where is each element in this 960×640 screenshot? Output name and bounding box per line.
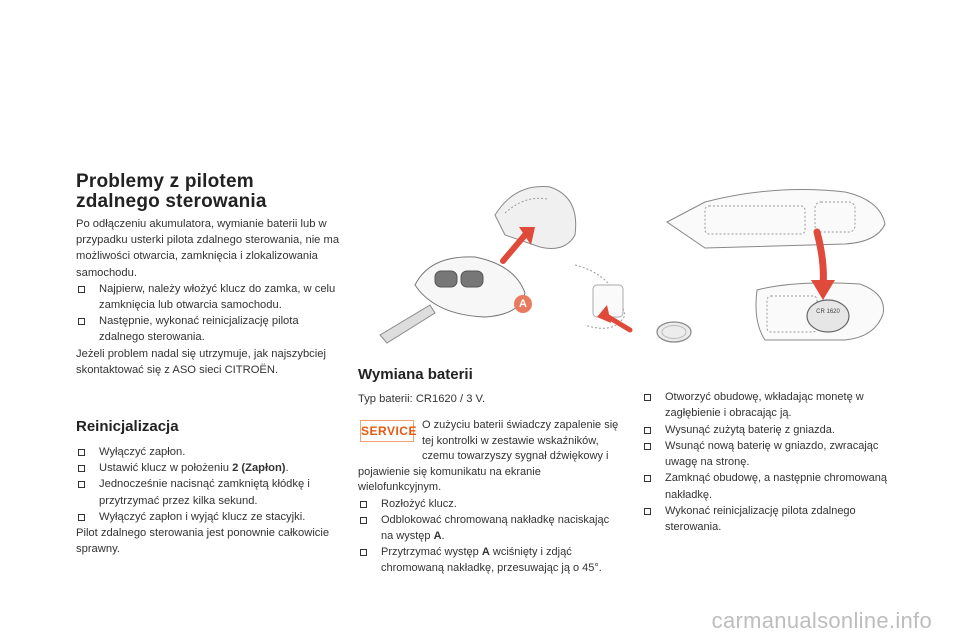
intro-step: Najpierw, należy włożyć klucz do zamka, w celu zamknięcia lub otwarcia samochodu. [76, 281, 346, 313]
reinit-step: Jednocześnie nacisnąć zamkniętą kłódkę i przytrzymać przez kilka sekund. [76, 476, 346, 508]
battery-step: Rozłożyć klucz. [358, 496, 620, 512]
battery-step: Wysunąć zużytą baterię z gniazda. [642, 422, 892, 438]
watermark: carmanualsonline.info [711, 608, 932, 633]
reinit-step: Wyłączyć zapłon i wyjąć klucz ze stacyjki. [76, 509, 346, 525]
battery-steps-left [358, 496, 620, 576]
service-note: O zużyciu baterii świadczy zapalenie się tej kontrolki w zestawie wskaźników, czemu towarzyszy sygnał dźwiękowy i pojawienie się komunikatu na ekranie wielofunkcyjnym. [358, 419, 619, 493]
intro-after: Jeżeli problem nadal się utrzymuje, jak najszybciej skontaktować się z ASO sieci CITROËN. [76, 347, 326, 376]
reinit-section [76, 418, 346, 557]
intro-section [76, 216, 346, 378]
battery-step: Przytrzymać występ A wciśnięty i zdjąć chromowaną nakładkę, przesuwając ją o 45°. [358, 544, 620, 576]
battery-type: Typ baterii: CR1620 / 3 V. [358, 393, 486, 405]
battery-step: Odblokować chromowaną nakładkę naciskając na występ A. [358, 512, 620, 544]
key-cover-illustration [375, 175, 640, 360]
intro-step: Następnie, wykonać reinicjalizację pilota zdalnego sterowania. [76, 313, 346, 345]
battery-step: Wsunąć nową baterię w gniazdo, zwracając uwagę na stronę. [642, 438, 892, 471]
page-title: Problemy z pilotem zdalnego sterowania [76, 171, 267, 212]
service-warning-icon: SERVICE [360, 420, 414, 442]
reinit-step: Wyłączyć zapłon. [76, 444, 346, 460]
battery-replacement-illustration [665, 172, 895, 347]
battery-steps-right [642, 389, 892, 536]
reinit-after: Pilot zdalnego sterowania jest ponownie całkowicie sprawny. [76, 527, 330, 556]
reinit-heading: Reinicjalizacja [76, 418, 179, 435]
battery-step: Zamknąć obudowę, a następnie chromowaną nakładkę. [642, 470, 892, 503]
reinit-step: Ustawić klucz w położeniu 2 (Zapłon). [76, 460, 346, 476]
battery-step: Wykonać reinicjalizację pilota zdalnego sterowania. [642, 503, 892, 536]
battery-label: CR 1620 [816, 309, 840, 315]
label-a: A [514, 295, 532, 313]
battery-heading: Wymiana baterii [358, 366, 473, 383]
intro-lead: Po odłączeniu akumulatora, wymianie baterii lub w przypadku usterki pilota zdalnego sterowania, nie ma możliwości otwarcia, zamknięcia i zlokalizowania samochodu. [76, 218, 340, 279]
battery-step: Otworzyć obudowę, wkładając monetę w zagłębienie i obracając ją. [642, 389, 892, 422]
